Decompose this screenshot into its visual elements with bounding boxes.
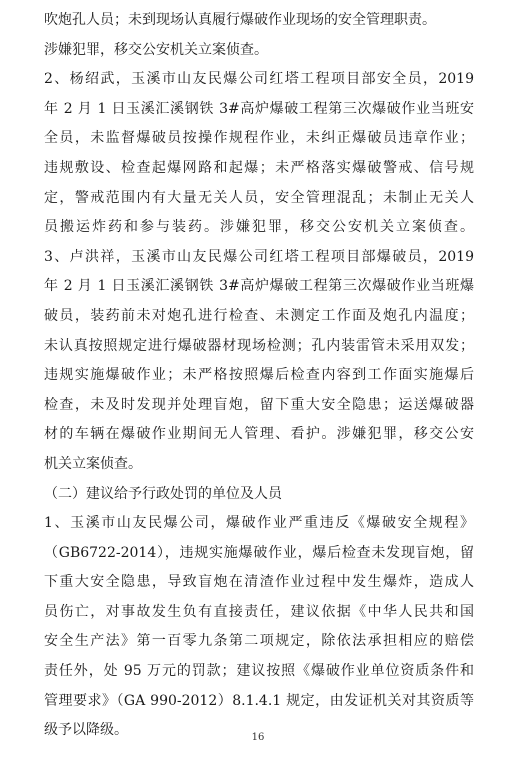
- document-body: [44, 6, 474, 746]
- text-line: 管理要求》（GA 990-2012）8.1.4.1 规定，由发证机关对其资质等: [44, 692, 474, 709]
- text-line: 破员，装药前未对炮孔进行检查、未测定工作面及炮孔内温度；: [44, 307, 474, 324]
- text-line: 2、杨绍武，玉溪市山友民爆公司红塔工程项目部安全员，2019: [44, 71, 474, 88]
- text-line: 下重大安全隐患，导致盲炮在清渣作业过程中发生爆炸，造成人: [44, 574, 474, 591]
- text-line: 员搬运炸药和参与装药。涉嫌犯罪，移交公安机关立案侦查。: [44, 219, 474, 236]
- text-line: 吹炮孔人员；未到现场认真履行爆破作业现场的安全管理职责。: [44, 12, 436, 28]
- text-line: 检查，未及时发现并处理盲炮，留下重大安全隐患；运送爆破器: [44, 396, 474, 413]
- page-number: 16: [251, 732, 265, 743]
- text-line: 年 2 月 1 日玉溪汇溪钢铁 3#高炉爆破工程第三次爆破作业当班爆: [44, 278, 474, 295]
- text-line: 违规敷设、检查起爆网路和起爆；未严格落实爆破警戒、信号规: [44, 159, 474, 176]
- text-line: （GB6722-2014），违规实施爆破作业，爆后检查未发现盲炮，留: [44, 544, 474, 561]
- text-line: 未认真按照规定进行爆破器材现场检测；孔内装雷管未采用双发；: [44, 337, 474, 354]
- text-line: 定，警戒范围内有大量无关人员，安全管理混乱；未制止无关人: [44, 189, 474, 206]
- text-line: 机关立案侦查。: [44, 455, 142, 472]
- section-heading: （二）建议给予行政处罚的单位及人员: [44, 485, 282, 502]
- text-line: 级予以降级。: [44, 722, 128, 739]
- text-line: 涉嫌犯罪，移交公安机关立案侦查。: [44, 41, 268, 58]
- text-line: 1、玉溪市山友民爆公司，爆破作业严重违反《爆破安全规程》: [44, 515, 474, 532]
- text-line: 责任外，处 95 万元的罚款；建议按照《爆破作业单位资质条件和: [44, 663, 474, 680]
- text-line: 违规实施爆破作业；未严格按照爆后检查内容到工作面实施爆后: [44, 367, 474, 384]
- text-line: 安全生产法》第一百零九条第二项规定，除依法承担相应的赔偿: [44, 633, 474, 650]
- text-line: 3、卢洪祥，玉溪市山友民爆公司红塔工程项目部爆破员，2019: [44, 248, 474, 265]
- text-line: 全员，未监督爆破员按操作规程作业，未纠正爆破员违章作业；: [44, 130, 474, 147]
- text-line: 员伤亡，对事故发生负有直接责任，建议依据《中华人民共和国: [44, 603, 474, 620]
- text-line: 年 2 月 1 日玉溪汇溪钢铁 3#高炉爆破工程第三次爆破作业当班安: [44, 100, 474, 117]
- text-line: 材的车辆在爆破作业期间无人管理、看护。涉嫌犯罪，移交公安: [44, 426, 474, 443]
